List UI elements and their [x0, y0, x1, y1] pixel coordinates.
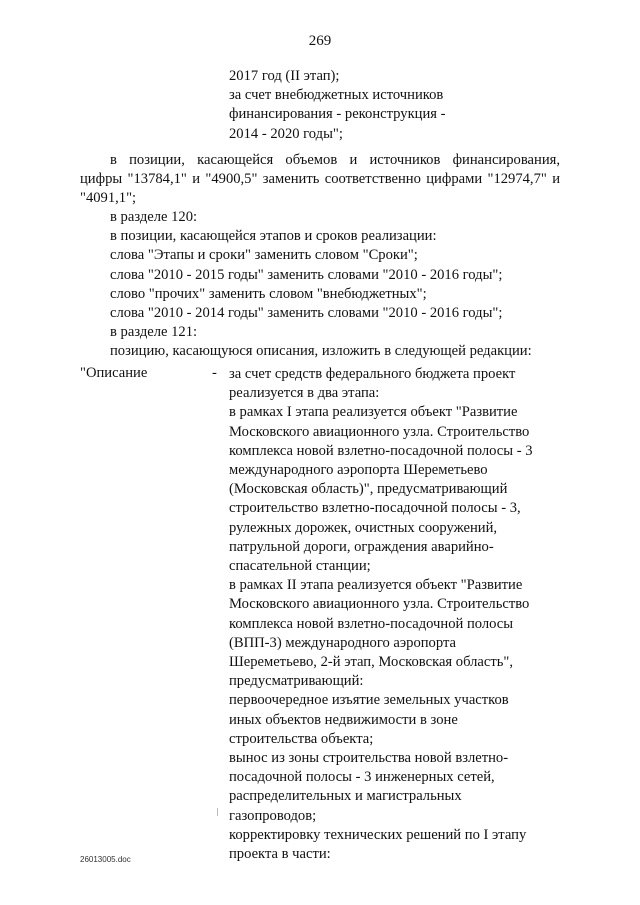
text-line: в разделе 121: — [110, 324, 198, 341]
text-line: посадочной полосы - 3 инженерных сетей, — [229, 769, 495, 786]
text-line: (Московская область)", предусматривающий — [229, 481, 508, 498]
text-line: "4091,1"; — [80, 190, 137, 207]
text-line: патрульной дороги, ограждения аварийно- — [229, 538, 494, 555]
amendment-lines — [80, 208, 532, 362]
description-label: "Описание — [80, 365, 148, 381]
text-line: слова "2010 - 2015 годы" заменить словами "2010 - 2016 годы"; — [110, 266, 503, 283]
text-line: за счет внебюджетных источников — [229, 87, 444, 104]
text-line: газопроводов; — [229, 807, 317, 824]
text-line: финансирования - реконструкция - — [229, 106, 446, 123]
footer-filename: 26013005.doc — [80, 855, 131, 864]
text-line: международного аэропорта Шереметьево — [229, 462, 488, 479]
text-line: Московского авиационного узла. Строительство — [229, 423, 530, 440]
text-line: предусматривающий: — [229, 673, 364, 690]
text-line: (ВПП-3) международного аэропорта — [229, 634, 456, 651]
text-line: 2017 год (II этап); — [229, 68, 340, 84]
text-line: вынос из зоны строительства новой взлетно- — [229, 750, 509, 767]
text-line: 2014 - 2020 годы"; — [229, 125, 343, 142]
text-line: спасательной станции; — [229, 558, 371, 575]
text-line: корректировку технических решений по I этапу — [229, 826, 527, 843]
text-line: слово "прочих" заменить словом "внебюджетных"; — [110, 285, 427, 302]
text-line: слова "Этапы и сроки" заменить словом "Сроки"; — [110, 247, 418, 264]
description-dash: - — [212, 365, 217, 381]
text-line: первоочередное изъятие земельных участков — [229, 692, 509, 709]
text-line: проекта в части: — [229, 846, 331, 863]
text-line: за счет средств федерального бюджета проект — [229, 366, 516, 382]
text-line: цифры "13784,1" и "4900,5" заменить соответственно цифрами "12974,7" и — [80, 171, 560, 188]
text-line: Московского авиационного узла. Строительство — [229, 596, 530, 613]
page-number: 269 — [308, 33, 332, 49]
text-line: в позиции, касающейся этапов и сроков реализации: — [110, 228, 437, 245]
scan-mark — [217, 808, 218, 816]
text-line: позицию, касающуюся описания, изложить в следующей редакции: — [110, 343, 532, 360]
text-line: распределительных и магистральных — [229, 788, 462, 805]
financing-paragraph — [80, 151, 560, 209]
text-line: иных объектов недвижимости в зоне — [229, 711, 458, 728]
text-line: в рамках II этапа реализуется объект "Развитие — [229, 577, 523, 594]
text-line: слова "2010 - 2014 годы" заменить словами "2010 - 2016 годы"; — [110, 305, 503, 322]
text-line: строительства объекта; — [229, 730, 374, 747]
text-line: рулежных дорожек, очистных сооружений, — [229, 519, 498, 536]
description-text — [229, 365, 549, 864]
text-line: комплекса новой взлетно-посадочной полосы - 3 — [229, 442, 533, 459]
text-line: строительство взлетно-посадочной полосы - 3, — [229, 500, 521, 517]
text-line: комплекса новой взлетно-посадочной полосы — [229, 615, 514, 632]
text-line: в рамках I этапа реализуется объект "Развитие — [229, 404, 518, 421]
text-line: в позиции, касающейся объемов и источников финансирования, — [110, 152, 560, 168]
top-continuation — [229, 67, 446, 144]
text-line: реализуется в два этапа: — [229, 385, 380, 402]
text-line: в разделе 120: — [110, 209, 198, 225]
text-line: Шереметьево, 2-й этап, Московская область", — [229, 654, 514, 671]
